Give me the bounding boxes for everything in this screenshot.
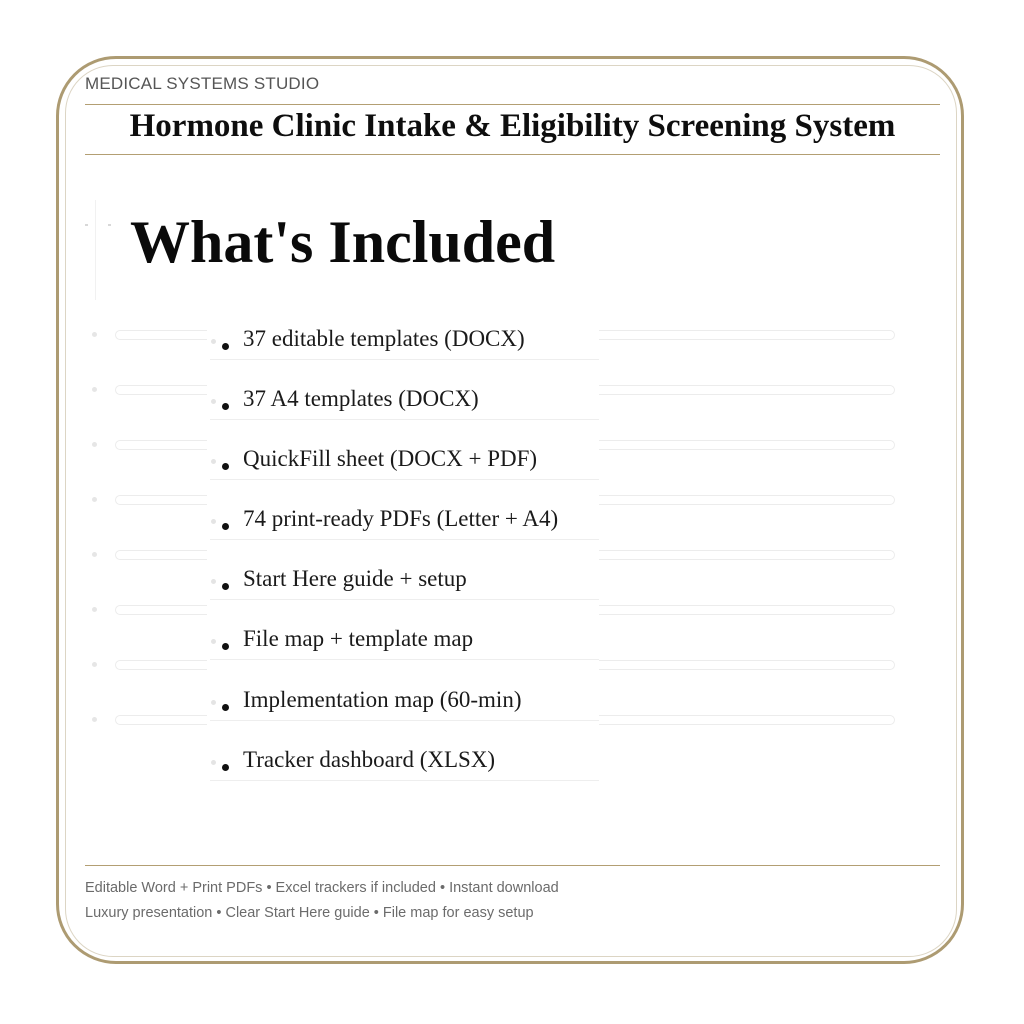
bullet-icon (222, 583, 229, 590)
ghost-guide-line (95, 200, 96, 300)
item-underline (210, 479, 599, 480)
list-item (207, 560, 599, 600)
ghost-bullet (92, 497, 97, 502)
list-item-text: 37 editable templates (DOCX) (243, 326, 525, 351)
item-underline (210, 359, 599, 360)
item-underline (210, 539, 599, 540)
list-item-text: Implementation map (60-min) (243, 687, 522, 712)
title-rule (85, 154, 940, 155)
ghost-bullet (92, 552, 97, 557)
item-underline (210, 599, 599, 600)
ghost-bullet (211, 760, 216, 765)
ghost-bullet (92, 387, 97, 392)
included-list (207, 318, 599, 786)
brand-label: MEDICAL SYSTEMS STUDIO (85, 74, 320, 93)
bullet-icon (222, 643, 229, 650)
footer-rule (85, 865, 940, 866)
bullet-icon (222, 403, 229, 410)
ghost-bullet (92, 662, 97, 667)
ghost-tick (108, 224, 111, 226)
list-item (207, 681, 599, 721)
item-underline (210, 780, 599, 781)
ghost-bullet (211, 399, 216, 404)
ghost-bullet (92, 717, 97, 722)
ghost-bullet (92, 332, 97, 337)
ghost-tick (85, 224, 88, 226)
item-underline (210, 659, 599, 660)
list-item-text: File map + template map (243, 626, 474, 651)
bullet-icon (222, 463, 229, 470)
list-item (207, 380, 599, 420)
ghost-bullet (211, 339, 216, 344)
list-item (207, 741, 599, 781)
footer-features-line: Editable Word + Print PDFs • Excel trackers if included • Instant download (85, 880, 559, 896)
list-item-text: QuickFill sheet (DOCX + PDF) (243, 446, 538, 471)
document-title: Hormone Clinic Intake & Eligibility Screening System (129, 108, 896, 144)
bullet-icon (222, 704, 229, 711)
list-item (207, 620, 599, 660)
ghost-bullet (92, 607, 97, 612)
list-item (207, 500, 599, 540)
ghost-bullet (211, 700, 216, 705)
list-item-text: Start Here guide + setup (243, 566, 467, 591)
section-heading: What's Included (130, 209, 556, 275)
footer-presentation-line: Luxury presentation • Clear Start Here guide • File map for easy setup (85, 905, 534, 921)
item-underline (210, 720, 599, 721)
bullet-icon (222, 523, 229, 530)
ghost-bullet (211, 459, 216, 464)
bullet-icon (222, 343, 229, 350)
ghost-bullet (211, 639, 216, 644)
ghost-bullet (211, 579, 216, 584)
ghost-bullet (92, 442, 97, 447)
list-item (207, 320, 599, 360)
ghost-bullet (211, 519, 216, 524)
item-underline (210, 419, 599, 420)
list-item-text: 74 print-ready PDFs (Letter + A4) (243, 506, 559, 531)
top-rule (85, 104, 940, 105)
list-item (207, 440, 599, 480)
list-item-text: Tracker dashboard (XLSX) (243, 747, 496, 772)
list-item-text: 37 A4 templates (DOCX) (243, 386, 479, 411)
bullet-icon (222, 764, 229, 771)
